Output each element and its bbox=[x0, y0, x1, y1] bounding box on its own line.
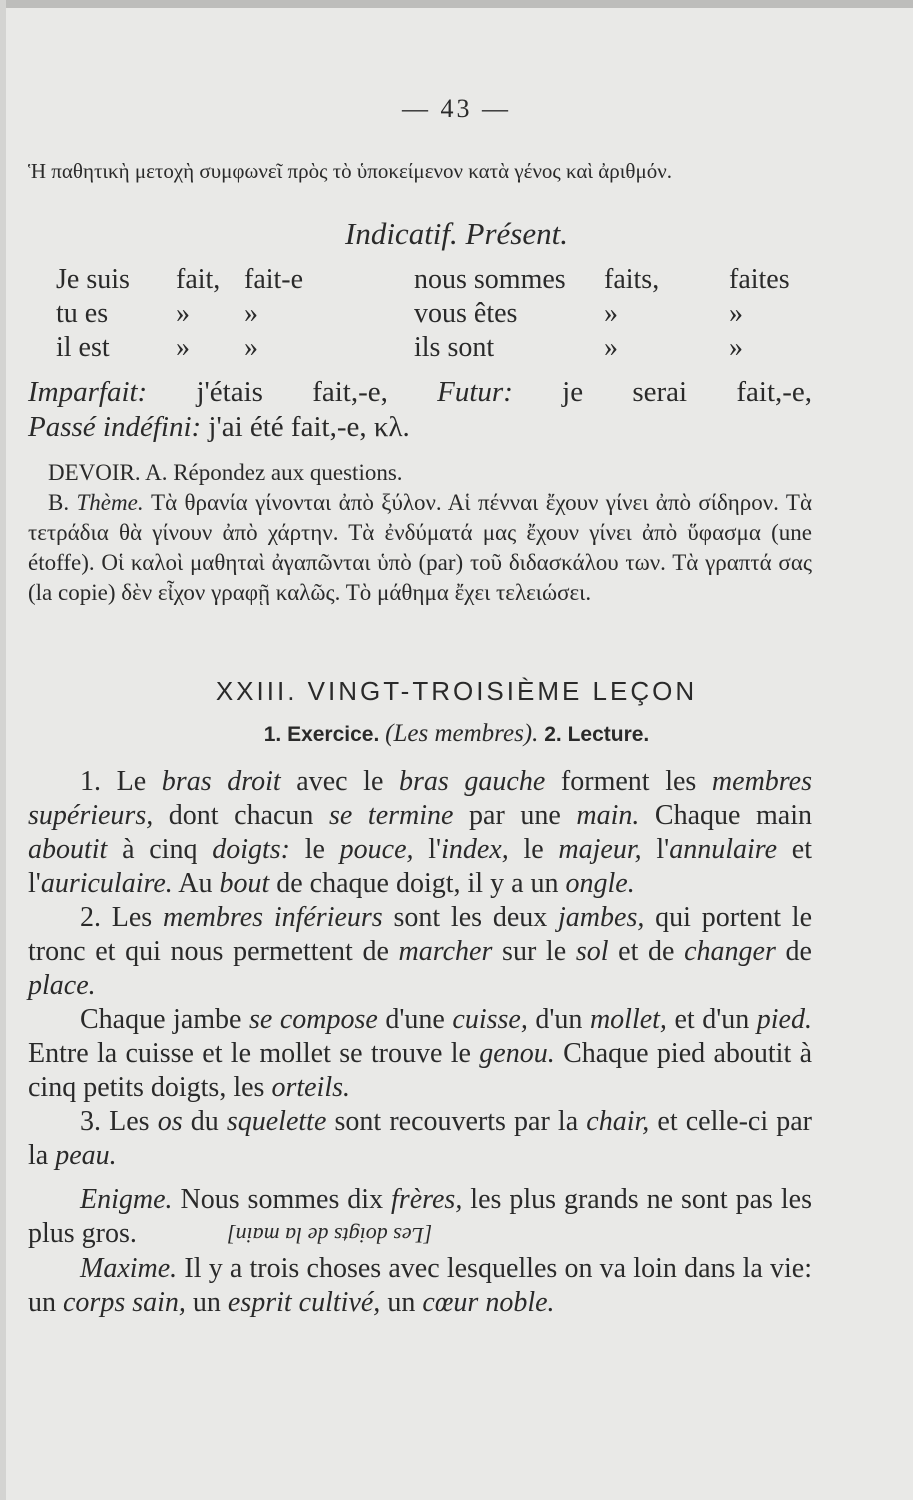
vocab-term: squelette bbox=[226, 1106, 327, 1137]
maxime-paragraph bbox=[28, 1252, 812, 1320]
text-run: 2. Les bbox=[80, 902, 163, 933]
text-run: l' bbox=[413, 834, 442, 865]
masc-form: fait, bbox=[176, 264, 221, 295]
vocab-term: index, bbox=[441, 834, 509, 865]
vocab-term: bout bbox=[219, 868, 270, 899]
text-run: 3. Les bbox=[80, 1106, 158, 1137]
enigme-answer-upside-down: [Les doigts de la main] bbox=[226, 1223, 433, 1248]
vocab-term: jambes, bbox=[558, 902, 645, 933]
pronoun-verb: Je suis bbox=[56, 264, 130, 295]
tense-forms bbox=[28, 375, 812, 445]
vocab-term: changer bbox=[684, 936, 776, 967]
text-run: les plus grands ne sont pas les plus gros. bbox=[28, 1184, 812, 1249]
pronoun-verb: tu es bbox=[56, 298, 109, 329]
pronoun-verb: il est bbox=[56, 332, 110, 363]
lesson-title: XXIII. VINGT-TROISIÈME LEÇON bbox=[215, 676, 698, 706]
passe-indefini-label: Passé indéfini: bbox=[28, 411, 202, 443]
plural-fem-form: » bbox=[729, 298, 743, 329]
text-run: et d'un bbox=[666, 1004, 757, 1035]
vocab-term: esprit cultivé, bbox=[227, 1287, 381, 1318]
theme-prefix: B. bbox=[48, 490, 70, 515]
enigme-paragraph bbox=[28, 1183, 812, 1252]
devoir-a: DEVOIR. A. Répondez aux questions. bbox=[48, 460, 403, 485]
imparfait-label: Imparfait: bbox=[28, 376, 148, 408]
plural-pronoun-verb: nous sommes bbox=[414, 264, 566, 295]
text-run: d'une bbox=[377, 1004, 453, 1035]
paragraph-4 bbox=[28, 1105, 812, 1173]
indicatif-heading: Indicatif. Présent. bbox=[345, 216, 568, 251]
fem-form: » bbox=[244, 298, 258, 329]
exercise-theme: (Les membres). bbox=[385, 720, 539, 747]
vocab-term: sol bbox=[575, 936, 609, 967]
lesson-subtitle bbox=[0, 720, 913, 748]
fem-form: » bbox=[244, 332, 258, 363]
plural-pronoun-verb: ils sont bbox=[414, 332, 495, 363]
imparfait-form: j'étais fait,-e, bbox=[196, 376, 388, 408]
text-run: et de bbox=[608, 936, 685, 967]
vocab-term: orteils. bbox=[271, 1072, 350, 1103]
vocab-term: membres supérieurs, bbox=[28, 766, 812, 831]
vocab-term: membres inférieurs bbox=[162, 902, 383, 933]
vocab-term: bras droit bbox=[161, 766, 281, 797]
futur-form: je serai fait,-e, bbox=[562, 376, 813, 408]
text-run: d'un bbox=[527, 1004, 590, 1035]
text-run: de bbox=[775, 936, 812, 967]
text-run: forment les bbox=[545, 766, 712, 797]
vocab-term: cœur noble. bbox=[422, 1287, 555, 1318]
text-run: 1. Le bbox=[80, 766, 162, 797]
text-run: par une bbox=[453, 800, 577, 831]
text-run: du bbox=[182, 1106, 227, 1137]
vocab-term: peau. bbox=[55, 1140, 117, 1171]
vocab-term: marcher bbox=[398, 936, 493, 967]
exercise-label: 1. Exercice. bbox=[263, 723, 380, 746]
page-top-edge bbox=[0, 0, 913, 8]
vocab-term: chair, bbox=[586, 1106, 650, 1137]
text-run: Chaque main bbox=[639, 800, 813, 831]
vocab-term: corps sain, bbox=[63, 1287, 186, 1318]
page-number: — 43 — bbox=[402, 94, 511, 123]
text-run: Chaque pied aboutit à cinq petits doigts, les bbox=[28, 1038, 812, 1103]
vocab-term: place. bbox=[28, 970, 96, 1001]
vocab-term: Enigme. bbox=[80, 1184, 173, 1215]
text-run: Entre la cuisse et le mollet se trouve le bbox=[28, 1038, 480, 1069]
text-run: Il y a trois choses avec lesquelles on va loin dans la vie: un bbox=[28, 1253, 812, 1318]
vocab-term: mollet, bbox=[589, 1004, 667, 1035]
vocab-term: frères, bbox=[391, 1184, 463, 1215]
text-run: sont les deux bbox=[382, 902, 559, 933]
text-run: sont recouverts par la bbox=[326, 1106, 587, 1137]
devoir-section bbox=[28, 458, 812, 608]
futur-label: Futur: bbox=[437, 376, 513, 408]
text-run: un bbox=[380, 1287, 423, 1318]
text-run: avec le bbox=[280, 766, 400, 797]
reading-text bbox=[28, 765, 812, 1320]
vocab-term: se termine bbox=[329, 800, 454, 831]
text-run: Au bbox=[172, 868, 220, 899]
plural-fem-form: faites bbox=[729, 264, 790, 295]
vocab-term: pouce, bbox=[339, 834, 414, 865]
conjugation-row bbox=[56, 331, 816, 365]
text-run: l' bbox=[641, 834, 670, 865]
intro-greek-text: Ἡ παθητικὴ μετοχὴ συμφωνεῖ πρὸς τὸ ὑποκείμενον κατὰ γένος καὶ ἀριθμόν. bbox=[28, 159, 672, 183]
vocab-term: bras gauche bbox=[399, 766, 546, 797]
paragraph-1 bbox=[28, 765, 812, 901]
vocab-term: pied. bbox=[756, 1004, 812, 1035]
vocab-term: se compose bbox=[249, 1004, 378, 1035]
reading-label: 2. Lecture. bbox=[544, 723, 650, 746]
text-run: qui portent le tronc et qui nous permettent de bbox=[28, 902, 812, 967]
text-run: Chaque jambe bbox=[80, 1004, 250, 1035]
masc-form: » bbox=[176, 332, 190, 363]
text-run: Nous sommes dix bbox=[172, 1184, 392, 1215]
masc-form: » bbox=[176, 298, 190, 329]
vocab-term: genou. bbox=[479, 1038, 555, 1069]
vocab-term: main. bbox=[576, 800, 640, 831]
plural-masc-form: faits, bbox=[604, 264, 660, 295]
vocab-term: auriculaire. bbox=[40, 868, 173, 899]
text-run: un bbox=[185, 1287, 228, 1318]
paragraph-2 bbox=[28, 901, 812, 1003]
vocab-term: majeur, bbox=[558, 834, 642, 865]
plural-pronoun-verb: vous êtes bbox=[414, 298, 518, 329]
vocab-term: aboutit bbox=[28, 834, 108, 865]
vocab-term: Maxime. bbox=[80, 1253, 178, 1284]
vocab-term: doigts: bbox=[212, 834, 290, 865]
fem-form: fait-e bbox=[244, 264, 304, 295]
plural-masc-form: » bbox=[604, 332, 618, 363]
plural-fem-form: » bbox=[729, 332, 743, 363]
text-run: dont chacun bbox=[153, 800, 330, 831]
text-run: et celle-ci par la bbox=[28, 1106, 812, 1171]
vocab-term: cuisse, bbox=[452, 1004, 528, 1035]
vocab-term: ongle. bbox=[565, 868, 635, 899]
plural-masc-form: » bbox=[604, 298, 618, 329]
theme-text: Τὰ θρανία γίνονται ἀπὸ ξύλον. Αἱ πένναι ἔχουν γίνει ἀπὸ σίδηρον. Τὰ τετράδια θὰ γίνουν ἀπὸ χάρτην. Τὰ ἐνδύματά μας ἔχουν γίνει ἀπὸ ὕφασμα (une étoffe). Οἱ καλοὶ μαθηταὶ ἀγαπῶνται ὑπὸ (par) τοῦ διδασκάλου των. Τὰ γραπτά σας (la copie) δὲν εἶχον γραφῇ καλῶς. Τὸ μάθημα ἔχει τελειώσει. bbox=[28, 490, 813, 605]
passe-indefini-form: j'ai été fait,-e, κλ. bbox=[208, 411, 410, 443]
conjugation-table bbox=[56, 263, 816, 365]
conjugation-row bbox=[56, 297, 816, 331]
vocab-term: os bbox=[157, 1106, 183, 1137]
vocab-term: annulaire bbox=[669, 834, 778, 865]
text-run: de chaque doigt, il y a un bbox=[269, 868, 566, 899]
text-run: le bbox=[508, 834, 559, 865]
conjugation-row bbox=[56, 263, 816, 297]
text-run: à cinq bbox=[107, 834, 213, 865]
theme-label: Thème. bbox=[76, 490, 144, 515]
text-run: sur le bbox=[492, 936, 576, 967]
text-run: le bbox=[289, 834, 340, 865]
text-run: et l' bbox=[28, 834, 812, 899]
paragraph-3 bbox=[28, 1003, 812, 1105]
